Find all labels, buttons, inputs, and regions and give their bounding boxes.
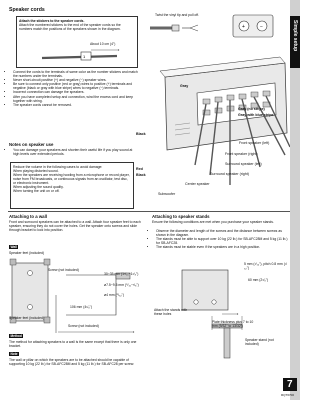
- list-item: • The speaker cords cannot be removed.: [13, 103, 138, 107]
- list-item: When the speakers are receiving howling from a microphone or record player, noise from FM broadcasts, or continuous signals from an oscillator, test disc, or electronic instrument.: [13, 172, 130, 185]
- label-black-left: Black: [136, 132, 146, 136]
- speaker-feet-label: Speaker feet (included): [9, 251, 45, 255]
- screw-not-included-label: Screw (not included): [48, 268, 79, 272]
- svg-text:+: +: [242, 24, 245, 30]
- sidebar-tab: [290, 16, 300, 68]
- twist-caption: Twist the vinyl tip and pull off.: [155, 13, 200, 17]
- method-text: The method for attaching speakers to a wall is the same except that there is only one bracket.: [9, 340, 137, 349]
- dim-30-35: 30~35 mm (1³/₁₆~1³/₈"): [104, 272, 139, 276]
- page-number-box: [283, 378, 297, 391]
- cord-bullets: [9, 70, 138, 107]
- plate-thickness-caption: Plate thickness plus 7 to 10 mm (9/32" to 13/32"): [212, 320, 254, 329]
- note-text: The wall or pillar on which the speakers are to be attached should be capable of supporting 10 kg (22 lb.) for SB-AFC28M and 5 kg (11 lb.) for SB-AFC28 per screw.: [9, 358, 135, 367]
- label-gray-blue-stripe: Gray with blue stripe: [238, 113, 274, 117]
- wall-text: Front and surround speakers can be attached to a wall. Attach four speaker feet to each speaker, ensuring they do not cover the holes. Get the speaker onto screws and slide through bracket to lock into position.: [9, 220, 141, 233]
- list-item: • Be sure to connect only positive (red or gray) wires to positive (+) terminals and negative (black or gray with blue stripe) wires to negative (−) terminals.: [13, 82, 138, 90]
- list-item: When adjusting the sound quality.: [13, 184, 64, 189]
- svg-text:1: 1: [83, 54, 86, 59]
- volume-box-title: Reduce the volume in the following cases to avoid damage:: [13, 164, 103, 169]
- wall-heading: Attaching to a wall: [9, 214, 47, 219]
- notes-heading: Notes on speaker use: [9, 142, 54, 147]
- label-red: Red: [136, 167, 143, 171]
- speaker-feet-label-2: Speaker feet (included): [9, 316, 45, 320]
- attach-holes-caption: Attach the stands with these holes: [154, 308, 188, 317]
- stands-bullets: [152, 229, 289, 249]
- page-number: 7: [287, 379, 293, 390]
- section-divider: [8, 211, 290, 212]
- dim-5mm: 5 mm (³/₁₆"), pitch 0.8 mm (¹/₃₂"): [244, 262, 287, 271]
- label-front-right: Front speaker (right): [225, 152, 258, 156]
- distance-label: About 10 cm (4"): [90, 42, 116, 46]
- attach-box-title: Attach the stickers to the speaker cords.: [19, 18, 85, 23]
- label-gray-no-stripe: Gray (no stripe): [238, 107, 265, 111]
- list-item: When playing distorted sound.: [13, 168, 59, 173]
- list-item: • Incorrect connection can damage the speakers.: [13, 90, 138, 94]
- label-center: Center speaker: [185, 182, 210, 186]
- reduce-volume-box: [10, 162, 134, 209]
- sticker-cord-icon: [17, 44, 137, 66]
- dim-7-5: ø7.5~9.5 mm (⁵/₁₆~³/₈"): [104, 283, 139, 287]
- stands-text: Ensure the following conditions are met when you purchase your speaker stands.: [152, 220, 274, 224]
- list-item: When turning the unit on or off.: [13, 189, 60, 194]
- attach-stickers-box: [16, 16, 138, 68]
- method-tag: Method: [10, 334, 22, 338]
- list-item: • The stands must be able to support over 10 kg (22 lb.) for SB-AFC28M and 5 kg (11 lb.) for SB-AFC28.: [156, 237, 289, 245]
- wire-tip-icon: [150, 18, 220, 40]
- list-item: • After you have completed setup and connection, wind the excess cord and keep together with string.: [13, 95, 138, 103]
- page-code: RQT6700: [281, 393, 295, 397]
- label-subwoofer: Subwoofer: [158, 192, 176, 196]
- label-black-red: Black: [136, 173, 146, 177]
- wall-tag: Wall: [10, 245, 17, 249]
- label-surround-right: Surround speaker (right): [210, 172, 249, 176]
- stands-heading: Attaching to speaker stands: [152, 214, 210, 219]
- list-item: • Observe the diameter and length of the screws and the distance between screws as shown in the diagram.: [156, 229, 289, 237]
- dim-4mm: ø4 mm (⁵/₃₂"): [104, 293, 124, 297]
- dim-106mm: 106 mm (4¹/₈"): [70, 305, 93, 309]
- attach-box-text: Attach the numbered stickers to the end of the speaker cords so the numbers match the positions of the speakers shown in the diagram.: [19, 22, 121, 31]
- list-item: • Never short-circuit positive (+) and negative (−) speaker wires.: [13, 78, 138, 82]
- list-item: • You can damage your speakers and shorten their useful life if you play sound at high levels over extended periods.: [13, 148, 138, 156]
- speaker-cords-heading: Speaker cords: [9, 7, 45, 13]
- sidebar-label: Simple setup: [292, 20, 298, 52]
- svg-text:−: −: [260, 24, 263, 30]
- dim-60mm: 60 mm (2³/₈"): [248, 278, 269, 282]
- list-item: • Connect the cords to the terminals of same color as the number stickers and match the numbers under the terminals.: [13, 70, 138, 78]
- label-gray: Gray: [180, 84, 189, 88]
- notes-bullets: [9, 148, 138, 156]
- list-item: • The stands must be stable even if the speakers are in a high position.: [156, 245, 289, 249]
- label-front-left: Front speaker (left): [239, 141, 270, 145]
- note-tag: Note: [10, 352, 18, 356]
- speaker-terminal-icon: [228, 12, 288, 40]
- screw-label: Screw (not included): [68, 324, 99, 328]
- speaker-stand-caption: Speaker stand (not included): [245, 338, 274, 347]
- label-surround-left: Surround speaker (left): [225, 162, 262, 166]
